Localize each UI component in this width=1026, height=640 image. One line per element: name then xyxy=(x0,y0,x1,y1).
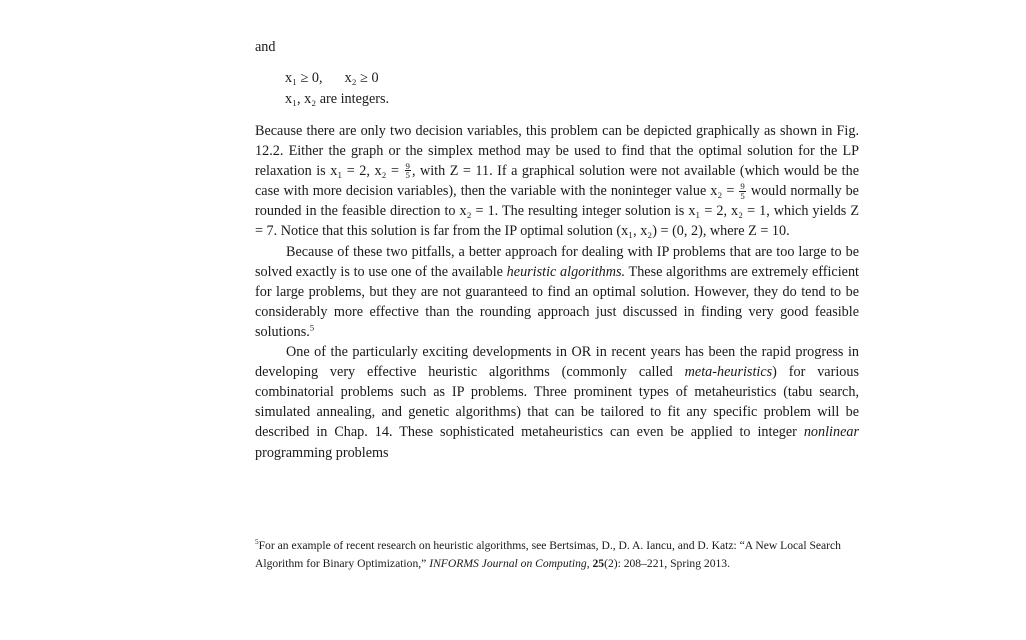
fraction-nine-fifths-2: $\frac{9}{5}$ xyxy=(740,180,745,201)
footnote-mark: 5 xyxy=(255,538,259,547)
journal-volume: 25 xyxy=(592,556,605,570)
integer-constraint: x₁, x₂ are integers. xyxy=(285,91,390,107)
body-text xyxy=(255,121,859,463)
x2-value: x₂ = xyxy=(374,163,404,180)
z-eleven: Z = 11 xyxy=(449,163,490,180)
footnote-reference[interactable]: 5 xyxy=(309,322,315,333)
emphasis-metaheuristics: meta-heuristics xyxy=(684,364,773,381)
emphasis-heuristic-algorithms: heuristic algorithms. xyxy=(506,263,626,280)
footnote: $^5$For an example of recent research on heuristic algorithms, see Bertsimas, D., D. A. Iancu, and D. Katz: “A New Local Search Algorithm for Binary Optimization,” INFORMS Journal on Computing, 25(2): 208–221, Spring 2013. xyxy=(255,538,841,570)
emphasis-nonlinear: nonlinear xyxy=(803,424,859,441)
x1-value: x₁ = 2, xyxy=(330,163,375,180)
x1-nonneg: x₁ ≥ 0, xyxy=(285,70,323,86)
fraction-nine-fifths: $\frac{9}{5}$ xyxy=(405,160,410,181)
journal-title: INFORMS Journal on Computing xyxy=(429,556,587,570)
paragraph-1: Because there are only two decision variables, this problem can be depicted graphically as shown in Fig. 12.2. Either the graph or the simplex method may be used to find that the optimal solution for the LP relaxation is x₁ = 2, x₂ = $\frac{9}{5}$ , with Z = 11. If a graphical solution were not available (which would be the case with more decision variables), then the variable with the noninteger value x₂ = $\frac{9}{5}$ would normally be rounded in the feasible direction to x₂ = 1. The resulting integer solution is x₁ = 2, x₂ = 1, which yields Z = 7. Notice that this solution is far from the IP optimal solution (x₁, x₂) = (0, 2), where Z = 10. xyxy=(255,123,860,240)
paragraph-3: One of the particularly exciting developments in OR in recent years has been the rapid progress in developing very effective heuristic algorithms (commonly called meta-heuristics) for various combinatorial problems such as IP problems. Three prominent types of metaheuristics (tabu search, simulated annealing, and genetic algorithms) that can be tailored to fit any specific problem will be described in Chap. 14. These sophisticated metaheuristics can even be applied to integer nonlinear programming problems xyxy=(255,344,859,461)
paragraph-2: Because of these two pitfalls, a better approach for dealing with IP problems that are too large to be solved exactly is to use one of the available heuristic algorithms. These algorithms are extremely efficient for large problems, but they are not guaranteed to find an optimal solution. However, they do tend to be considerably more effective than the rounding approach just discussed in finding very good feasible solutions.$^5$ xyxy=(255,243,859,340)
nonnegativity-constraint xyxy=(285,68,389,89)
x2-nonneg: x₂ ≥ 0 xyxy=(344,70,379,86)
intro-word: and xyxy=(255,39,276,55)
constraints-block xyxy=(285,68,389,110)
